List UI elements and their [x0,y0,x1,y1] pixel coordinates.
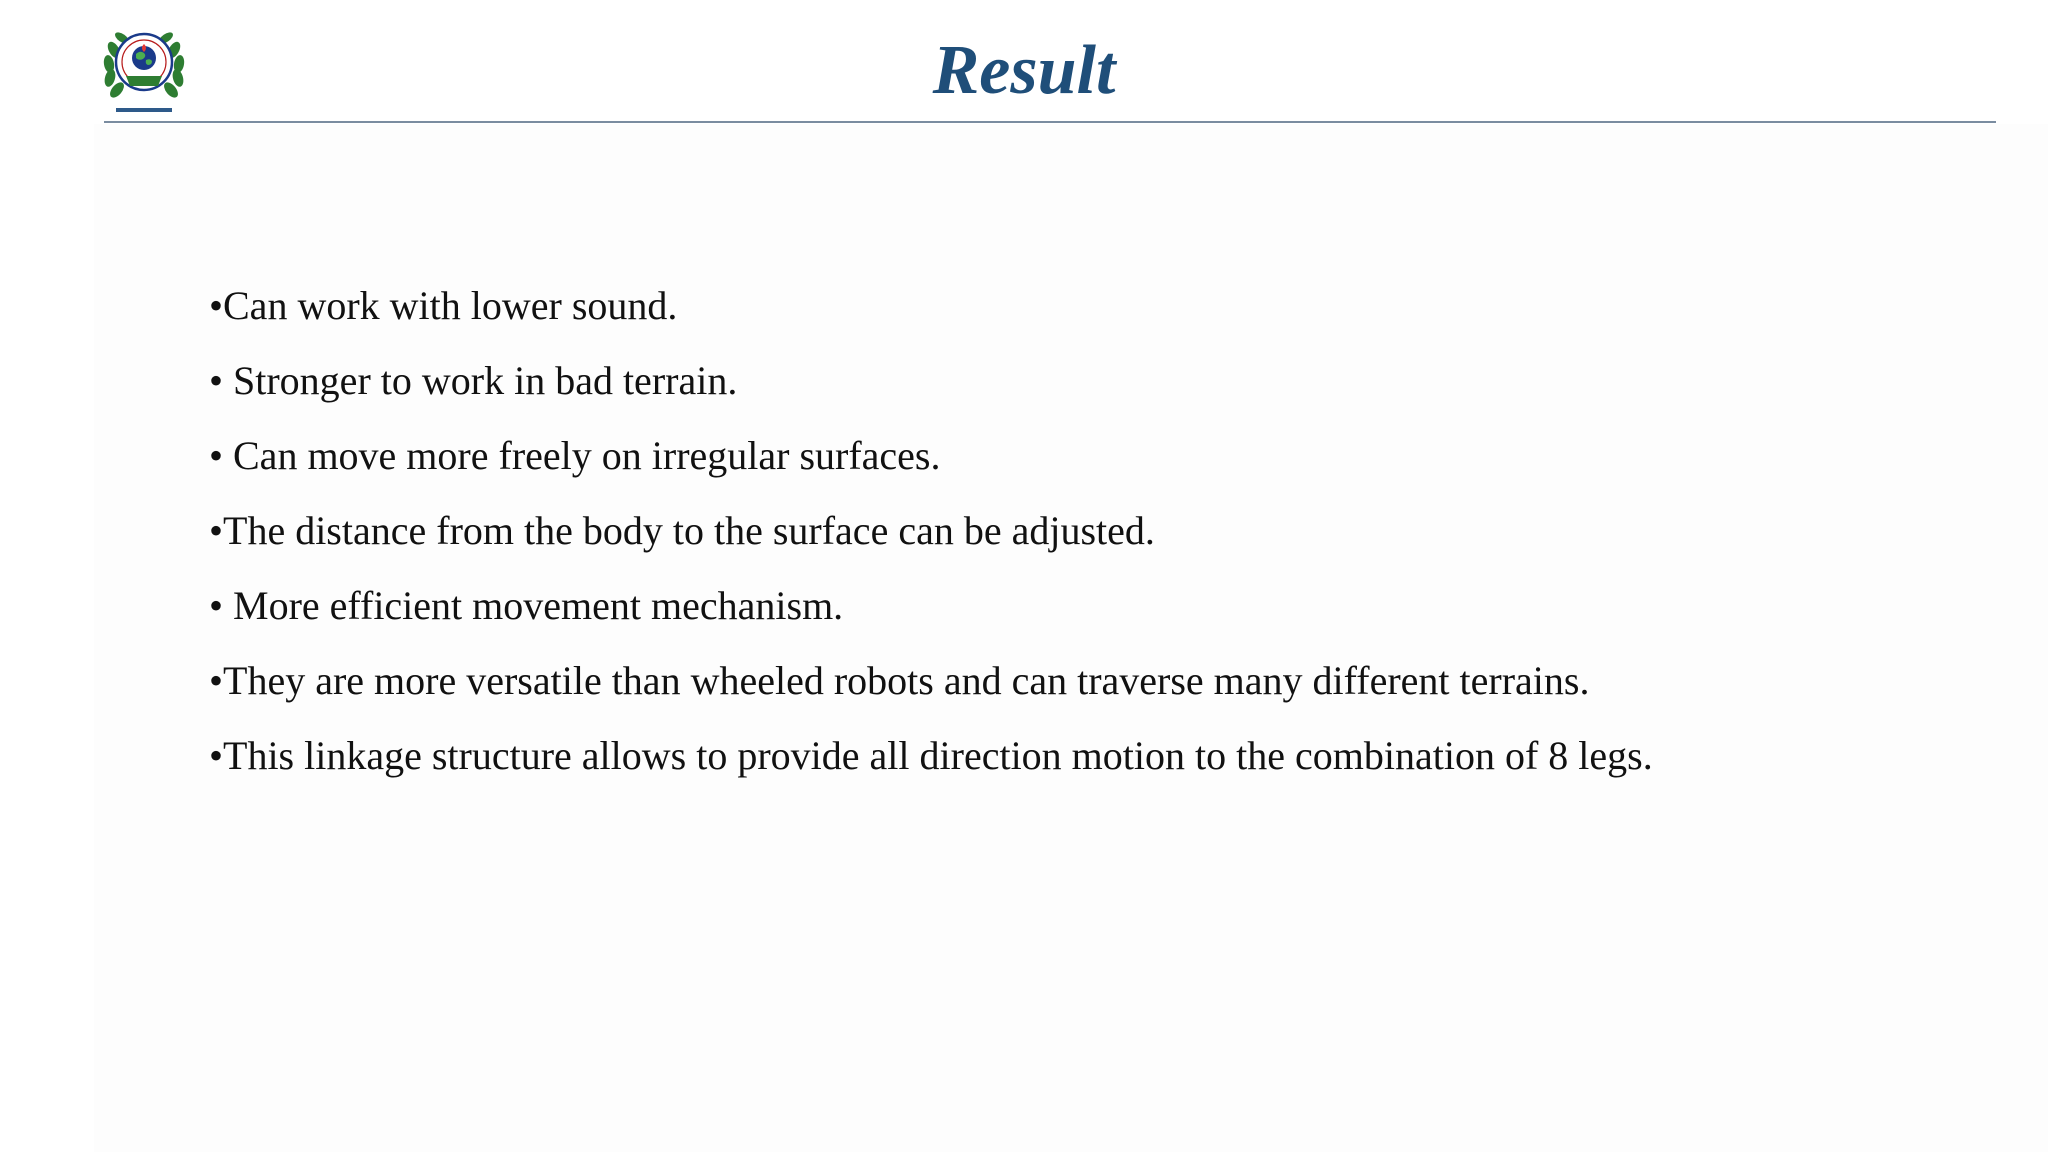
bullet-list [209,268,1653,793]
page-title: Result [932,32,1116,109]
bullet-item: •Can work with lower sound. [209,283,678,328]
bullet-item: • Can move more freely on irregular surfaces. [209,433,941,478]
bullet-item: •This linkage structure allows to provide all direction motion to the combination of 8 legs. [209,733,1653,778]
title-divider [104,121,1996,123]
bullet-item: • Stronger to work in bad terrain. [209,358,738,403]
bullet-item: •The distance from the body to the surface can be adjusted. [209,508,1155,553]
bullet-item: • More efficient movement mechanism. [209,583,844,628]
bullet-item: •They are more versatile than wheeled robots and can traverse many different terrains. [209,658,1590,703]
